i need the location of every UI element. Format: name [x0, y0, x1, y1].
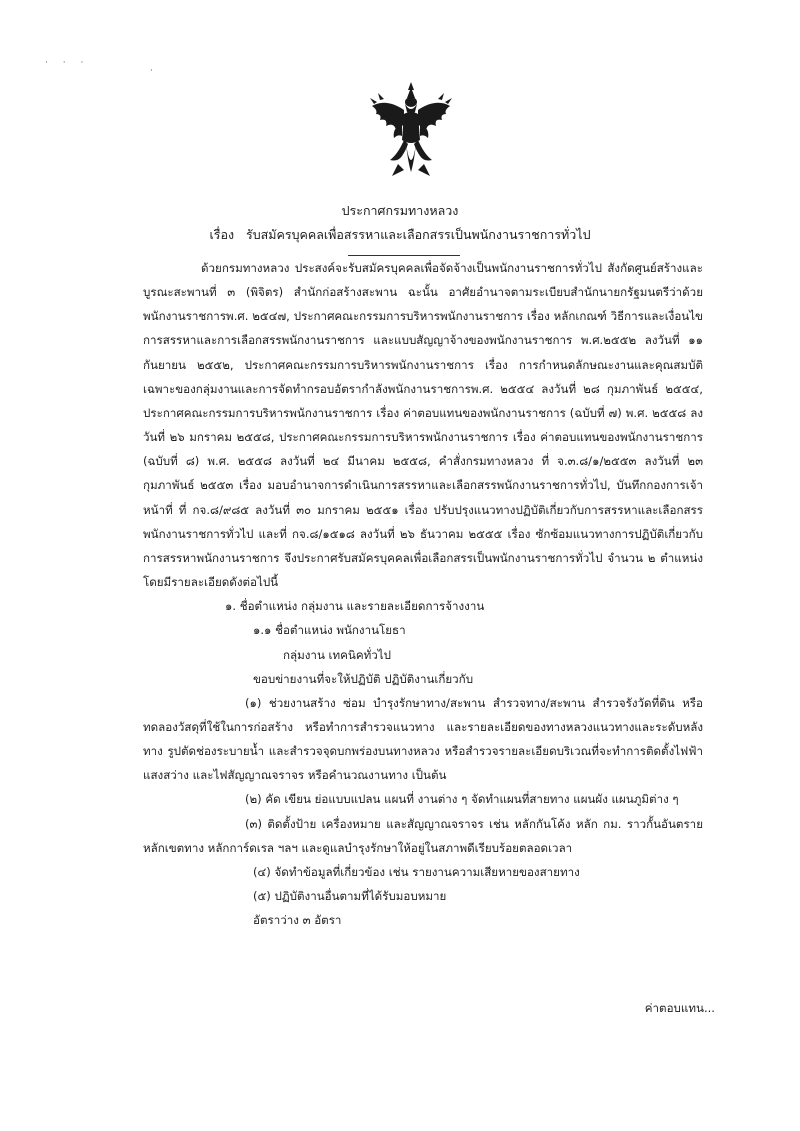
- duty-item: (๕) ปฏิบัติงานอื่นตามที่ได้รับมอบหมาย: [253, 889, 447, 904]
- duty-item: (๔) จัดทำข้อมูลที่เกี่ยวข้อง เช่น รายงานความเสียหายของสายทาง: [253, 864, 580, 879]
- announcer-title: ประกาศกรมทางหลวง: [341, 203, 459, 218]
- duty-item: (๒) คัด เขียน ย่อแบบแปลน แผนที่ งานต่าง ๆ จัดทำแผนที่สายทาง แผนผัง แผนภูมิต่าง ๆ: [245, 792, 679, 807]
- subject-line: [0, 225, 800, 245]
- section-1-title: ๑. ชื่อตำแหน่ง กลุ่มงาน และรายละเอียดการจ้างงาน: [225, 599, 485, 614]
- page-continuation: ค่าตอบแทน...: [644, 1001, 715, 1015]
- announcement-body: [143, 256, 703, 932]
- garuda-emblem-icon: [368, 80, 454, 180]
- vacancy-count: อัตราว่าง ๓ อัตรา: [253, 913, 342, 928]
- position-name: ๑.๑ ชื่อตำแหน่ง พนักงานโยธา: [253, 623, 406, 638]
- duty-item: (๑) ช่วยงานสร้าง ซ่อม บำรุงรักษาทาง/สะพาน สำรวจทาง/สะพาน สำรวจรังวัดที่ดิน หรือทดลองวัสดุที่ใช้ในการก่อสร้าง หรือทำการสำรวจแนวทาง และรายละเอียดของทางหลวงแนวทางและระดับหลังทาง รูปตัดช่องระบายน้ำ และสำรวจจุดบกพร่องบนทางหลวง หรือสำรวจรายละเอียดบริเวณที่จะทำการติดตั้งไฟฟ้าแสงสว่าง และไฟสัญญาณจราจร หรือคำนวณงานทาง เป็นต้น: [143, 695, 703, 783]
- subject-label: เรื่อง: [209, 227, 235, 242]
- position-group: กลุ่มงาน เทคนิคทั่วไป: [283, 647, 391, 662]
- scan-specks: · · ·: [45, 58, 90, 68]
- duty-item: (๓) ติดตั้งป้าย เครื่องหมาย และสัญญาณจราจร เช่น หลักกันโค้ง หลัก กม. ราวกั้นอันตราย หลักเขตทาง หลักการ์ดเรล ฯลฯ และดูแลบำรุงรักษาให้อยู่ในสภาพดีเรียบร้อยตลอดเวลา: [143, 816, 703, 855]
- scope-title: ขอบข่ายงานที่จะให้ปฏิบัติ ปฏิบัติงานเกี่ยวกับ: [253, 671, 474, 686]
- subject-text: รับสมัครบุคคลเพื่อสรรหาและเลือกสรรเป็นพนักงานราชการทั่วไป: [246, 227, 591, 242]
- intro-paragraph: ด้วยกรมทางหลวง ประสงค์จะรับสมัครบุคคลเพื่อจัดจ้างเป็นพนักงานราชการทั่วไป สังกัดศูนย์สร้างและบูรณะสะพานที่ ๓ (พิจิตร) สำนักก่อสร้างสะพาน ฉะนั้น อาศัยอำนาจตามระเบียบสำนักนายกรัฐมนตรีว่าด้วยพนักงานราชการพ.ศ. ๒๕๔๗, ประกาศคณะกรรมการบริหารพนักงานราชการ เรื่อง หลักเกณฑ์ วิธีการและเงื่อนไขการสรรหาและการเลือกสรรพนักงานราชการ และแบบสัญญาจ้างของพนักงานราชการ พ.ศ.๒๕๕๒ ลงวันที่ ๑๑ กันยายน ๒๕๕๒, ประกาศคณะกรรมการบริหารพนักงานราชการ เรื่อง การกำหนดลักษณะงานและคุณสมบัติเฉพาะของกลุ่มงานและการจัดทำกรอบอัตรากำลังพนักงานราชการพ.ศ. ๒๕๕๔ ลงวันที่ ๒๘ กุมภาพันธ์ ๒๕๕๔, ประกาศคณะกรรมการบริหารพนักงานราชการ เรื่อง ค่าตอบแทนของพนักงานราชการ (ฉบับที่ ๗) พ.ศ. ๒๕๕๘ ลงวันที่ ๒๖ มกราคม ๒๕๕๘, ประกาศคณะกรรมการบริหารพนักงานราชการ เรื่อง ค่าตอบแทนของพนักงานราชการ (ฉบับที่ ๘) พ.ศ. ๒๕๕๘ ลงวันที่ ๒๔ มีนาคม ๒๕๕๘, คำสั่งกรมทางหลวง ที่ จ.๓.๘/๑/๒๕๕๓ ลงวันที่ ๒๓ กุมภาพันธ์ ๒๕๕๓ เรื่อง มอบอำนาจการดำเนินการสรรหาและเลือกสรรพนักงานราชการทั่วไป, บันทึกกองการเจ้าหน้าที่ ที่ กจ.๘/๙๘๕ ลงวันที่ ๓๐ มกราคม ๒๕๕๑ เรื่อง ปรับปรุงแนวทางปฏิบัติเกี่ยวกับการสรรหาและเลือกสรรพนักงานราชการทั่วไป และที่ กจ.๘/๑๕๑๘ ลงวันที่ ๒๖ ธันวาคม ๒๕๕๕ เรื่อง ซักซ้อมแนวทางการปฏิบัติเกี่ยวกับการสรรหาพนักงานราชการ จึงประกาศรับสมัครบุคคลเพื่อเลือกสรรเป็นพนักงานราชการทั่วไป จำนวน ๒ ตำแหน่ง โดยมีรายละเอียดดังต่อไปนี้: [143, 261, 703, 590]
- scan-specks: ·: [150, 66, 153, 76]
